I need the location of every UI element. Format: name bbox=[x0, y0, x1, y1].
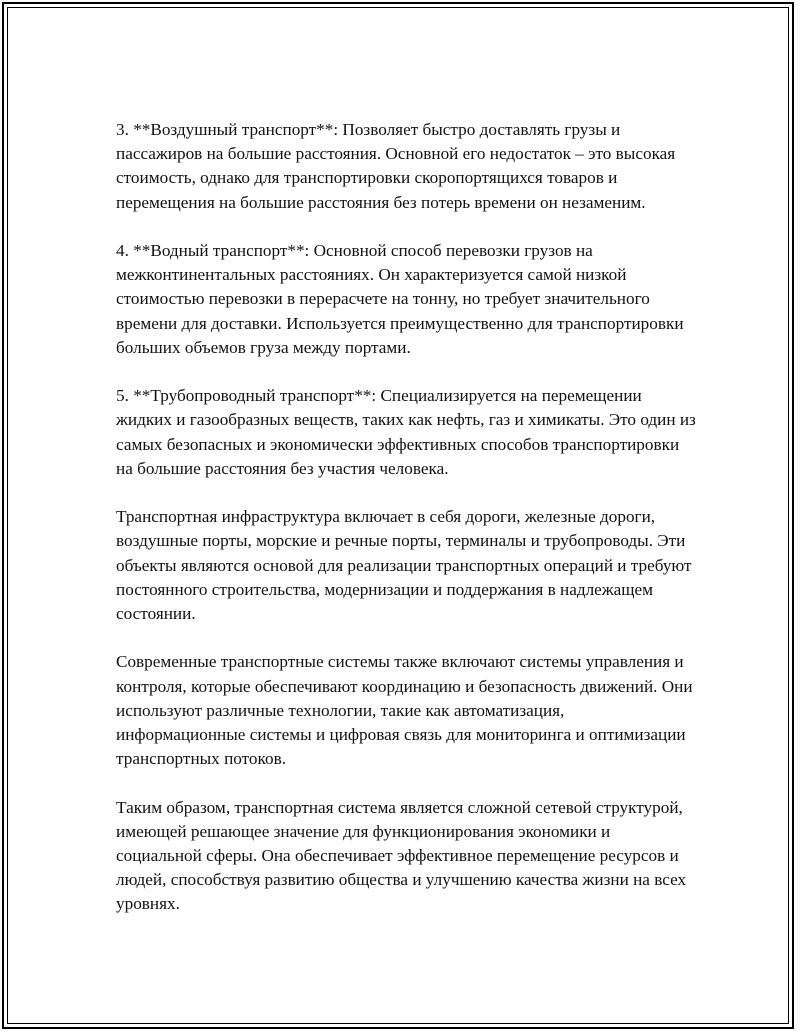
paragraph-conclusion: Таким образом, транспортная система является сложной сетевой структурой, имеющей решающее значение для функционирования экономики и социальной сферы. Она обеспечивает эффективное перемещение ресурсов и людей, способствуя развитию общества и улучшению качества жизни на всех уровнях. bbox=[116, 797, 687, 914]
document-body bbox=[116, 118, 696, 941]
paragraph-infrastructure: Транспортная инфраструктура включает в себя дороги, железные дороги, воздушные порты, морские и речные порты, терминалы и трубопроводы. Эти объекты являются основой для реализации транспортных операций и требуют постоянного строительства, модернизации и поддержания в надлежащем состоянии. bbox=[116, 507, 692, 624]
paragraph-air-transport: 3. **Воздушный транспорт**: Позволяет быстро доставлять грузы и пассажиров на большие расстояния. Основной его недостаток – это высокая стоимость, однако для транспортировки скоропортящихся товаров и перемещения на большие расстояния без потерь времени он незаменим. bbox=[116, 120, 676, 212]
paragraph-control-systems: Современные транспортные системы также включают системы управления и контроля, которые обеспечивают координацию и безопасность движений. Они используют различные технологии, такие как автоматизация, информационные системы и цифровая связь для мониторинга и оптимизации транспортных потоков. bbox=[116, 652, 693, 769]
paragraph-water-transport: 4. **Водный транспорт**: Основной способ перевозки грузов на межконтинентальных расстояниях. Он характеризуется самой низкой стоимостью перевозки в перерасчете на тонну, но требует значительного времени для доставки. Используется преимущественно для транспортировки больших объемов груза между портами. bbox=[116, 241, 684, 357]
paragraph-pipeline-transport: 5. **Трубопроводный транспорт**: Специализируется на перемещении жидких и газообразных веществ, таких как нефть, газ и химикаты. Это один из самых безопасных и экономически эффективных способов транспортировки на большие расстояния без участия человека. bbox=[116, 386, 696, 478]
